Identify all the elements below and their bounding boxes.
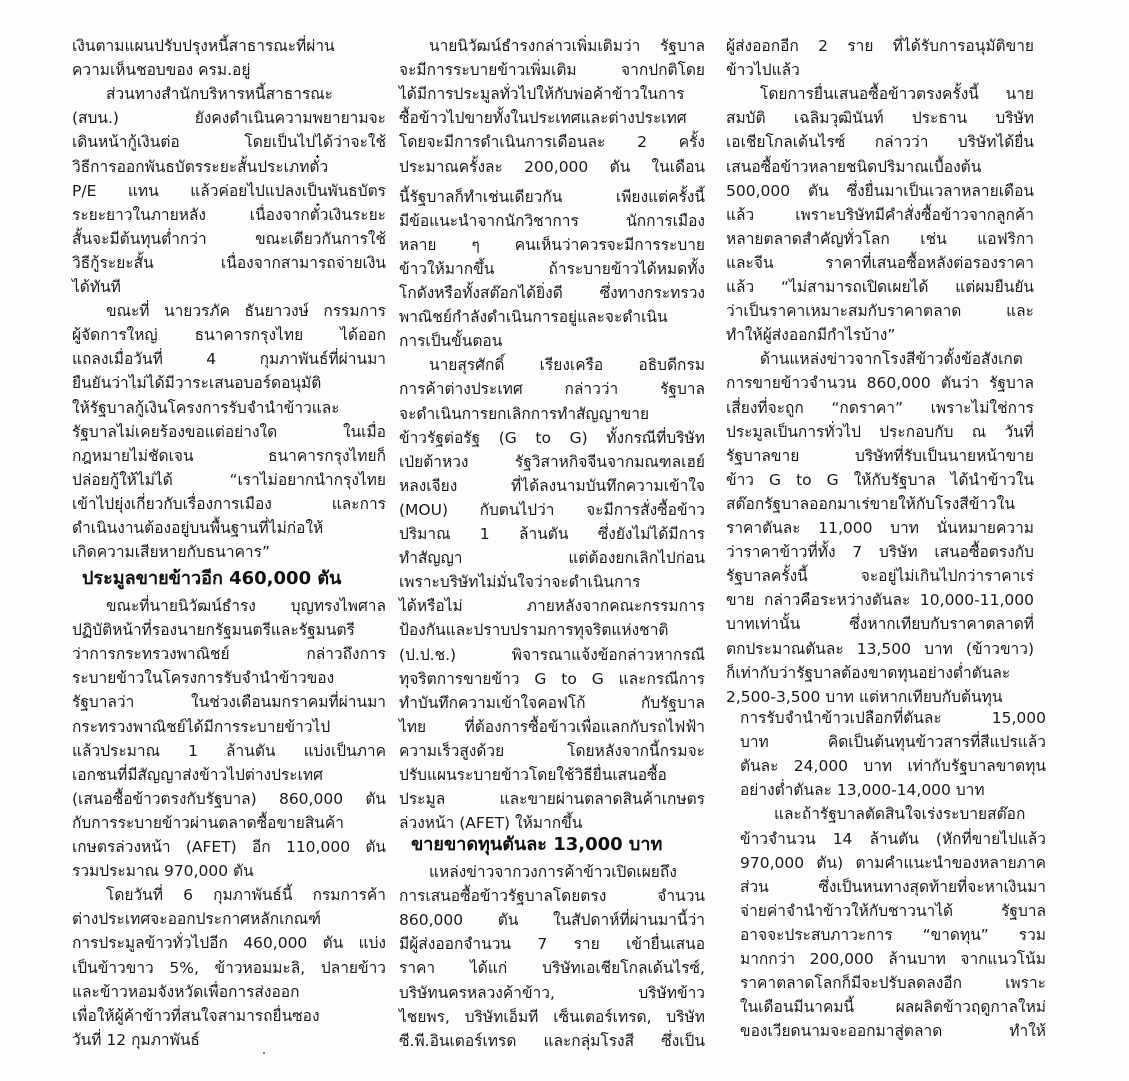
text-line: ในเดือนมีนาคมนี้ ผลผลิตข้าวฤดูกาลใหม่ — [740, 998, 1046, 1016]
text-line: (ป.ป.ช.) พิจารณาแจ้งข้อกล่าวหากรณี — [399, 646, 705, 664]
text-line: ข้าวให้มากขึ้น ถ้าระบายข้าวได้หมดทั้ง — [399, 260, 705, 278]
text-line: ข้าว G to G ให้กับรัฐบาล ได้นำข้าวใน — [726, 471, 1034, 489]
text-line: ปฏิบัติหน้าที่รองนายกรัฐมนตรีและรัฐมนตรี — [72, 621, 355, 639]
text-line: ได้มีการประมูลทั่วไปให้กับพ่อค้าข้าวในการ — [399, 85, 685, 103]
text-line: แล้วประมาณ 1 ล้านตัน แบ่งเป็นภาค — [72, 742, 386, 760]
text-line: ทำสัญญา แต่ต้องยกเลิกไปก่อน — [399, 549, 705, 567]
text-line: รัฐบาลว่า ในช่วงเดือนมกราคมที่ผ่านมา — [72, 693, 386, 711]
text-line: อาจจะประสบภาวะการ “ขาดทุน” รวม — [740, 926, 1046, 944]
text-line: P/E แทน แล้วค่อยไปแปลงเป็นพันธบัตร — [72, 182, 386, 200]
text-line: สมบัติ เฉลิมวุฒินันท์ ประธาน บริษัท — [726, 109, 1034, 127]
text-line: ข้าวจำนวน 14 ล้านตัน (หักที่ขายไปแล้ว — [740, 830, 1046, 848]
text-line: แล้ว “ไม่สามารถเปิดเผยได้ แต่ผมยืนยัน — [726, 278, 1034, 296]
text-line: มากกว่า 200,000 ล้านบาท จากแนวโน้ม — [740, 950, 1046, 968]
text-line: เสี่ยงที่จะถูก “กดราคา” เพราะไม่ใช่การ — [726, 399, 1034, 417]
text-line: ล่วงหน้า (AFET) ให้มากขึ้น — [399, 814, 583, 832]
text-line: การประมูลข้าวทั่วไปอีก 460,000 ตัน แบ่ง — [72, 934, 386, 952]
text-line: ซื้อข้าวไปขายทั้งในประเทศและต่างประเทศ — [399, 109, 687, 127]
text-line: นี้รัฐบาลก็ทำเช่นเดียวกัน เพียงแต่ครั้งนี้ — [399, 188, 705, 206]
text-line: บาทเท่านั้น ซึ่งหากเทียบกับราคาตลาดที่ — [726, 615, 1034, 633]
text-line: แถลงเมื่อวันที่ 4 กุมภาพันธ์ที่ผ่านมา — [72, 350, 386, 368]
text-line: ปริมาณ 1 ล้านตัน ซึ่งยังไม่ได้มีการ — [399, 525, 705, 543]
text-line: หลงเจียง ที่ได้ลงนามบันทึกความเข้าใจ — [399, 477, 705, 495]
text-line: จะมีการระบายข้าวเพิ่มเติม จากปกติโดย — [399, 61, 705, 79]
text-line: สั้นจะมีต้นทุนต่ำกว่า ขณะเดียวกันการใช้ — [72, 230, 386, 248]
text-line: รัฐบาลไม่เคยร้องขอแต่อย่างใด ในเมื่อ — [72, 423, 386, 441]
text-line: ส่วนทางสำนักบริหารหนี้สาธารณะ — [106, 85, 333, 103]
text-line: เอเชียโกลเด้นไรซ์ กล่าวว่า บริษัทได้ยื่น — [726, 133, 1034, 151]
text-line: ราคาตันละ 11,000 บาท นั่นหมายความ — [726, 519, 1034, 537]
text-line: ได้ทันที — [72, 278, 121, 296]
text-line: 500,000 ตัน ซึ่งยื่นมาเป็นเวลาหลายเดือน — [726, 182, 1034, 200]
text-line: ตันละ 24,000 บาท เท่ากับรัฐบาลขาดทุน — [740, 757, 1046, 775]
text-line: ซี.พี.อินเตอร์เทรด และกลุ่มโรงสี ซึ่งเป็น — [399, 1032, 705, 1050]
text-line: การค้าต่างประเทศ กล่าวว่า รัฐบาล — [399, 380, 705, 398]
text-line: พาณิชย์กำลังดำเนินการอยู่และจะดำเนิน — [399, 308, 668, 326]
text-line: ข้าวรัฐต่อรัฐ (G to G) ทั้งกรณีที่บริษัท — [399, 429, 705, 447]
text-line: ของเวียดนามจะออกมาสู่ตลาด ทำให้ — [740, 1022, 1046, 1040]
text-line: ก็เท่ากับว่ารัฐบาลต้องขาดทุนอย่างต่ำตันละ — [726, 664, 1011, 682]
text-line: การรับจำนำข้าวเปลือกที่ตันละ 15,000 — [740, 709, 1046, 727]
text-line: โดยการยื่นเสนอซื้อข้าวตรงครั้งนี้ นาย — [760, 85, 1034, 103]
text-line: ส่วน ซึ่งเป็นหนทางสุดท้ายที่จะหาเงินมา — [740, 878, 1046, 896]
text-line: ไชยพร, บริษัทเอ็มที เซ็นเตอร์เทรด, บริษัท — [399, 1008, 705, 1026]
text-line: โดยวันที่ 6 กุมภาพันธ์นี้ กรมการค้า — [106, 886, 386, 904]
text-line: ข้าวไปแล้ว — [726, 61, 800, 79]
text-line: ขณะที่ นายวรภัค ธันยาวงษ์ กรรมการ — [106, 302, 386, 320]
text-line: ราคาตลาดโลกก็มีจะปรับลดลงอีก เพราะ — [740, 974, 1046, 992]
text-line: ความเร็วสูงด้วย โดยหลังจากนี้กรมจะ — [399, 742, 705, 760]
text-line: ผู้จัดการใหญ่ ธนาคารกรุงไทย ได้ออก — [72, 326, 386, 344]
text-line: เป่ยต้าหวง รัฐวิสาหกิจจีนจากมณฑลเฮย์ — [399, 453, 705, 471]
section-heading: ประมูลขายข้าวอีก 460,000 ตัน — [82, 568, 342, 589]
text-line: ไทย ที่ต้องการซื้อข้าวเพื่อแลกกับรถไฟฟ้า — [399, 718, 705, 736]
text-line: แล้ว เพราะบริษัทมีคำสั่งซื้อข้าวจากลูกค้า — [726, 206, 1034, 224]
text-line: โดยจะมีการดำเนินการเดือนละ 2 ครั้ง — [399, 133, 705, 151]
text-line: เป็นข้าวขาว 5%, ข้าวหอมมะลิ, ปลายข้าว — [72, 959, 386, 977]
text-line: ความเห็นชอบของ ครม.อยู่ — [72, 61, 251, 79]
text-line: นายสุรศักดิ์ เรียงเครือ อธิบดีกรม — [429, 356, 705, 374]
text-line: ได้หรือไม่ ภายหลังจากคณะกรรมการ — [399, 597, 705, 615]
text-line: (MOU) กับตนไปว่า จะมีการสั่งซื้อข้าว — [399, 501, 705, 519]
text-line: วันที่ 12 กุมภาพันธ์ — [72, 1031, 200, 1049]
text-line: ทำบันทึกความเข้าใจคอฟโก้ กับรัฐบาล — [399, 694, 705, 712]
text-line: และข้าวหอมจังหวัดเพื่อการส่งออก — [72, 983, 300, 1001]
text-line: บาท คิดเป็นต้นทุนข้าวสารที่สีแปรแล้ว — [740, 733, 1046, 751]
text-line: เงินตามแผนปรับปรุงหนี้สาธารณะที่ผ่าน — [72, 37, 335, 55]
text-line: จะดำเนินการยกเลิกการทำสัญญาขาย — [399, 405, 650, 423]
text-line: ว่าการกระทรวงพาณิชย์ กล่าวถึงการ — [72, 645, 386, 663]
text-line: มีข้อแนะนำจากนักวิชาการ นักการเมือง — [399, 212, 705, 230]
text-line: หลายตลาดสำคัญทั่วโลก เช่น แอฟริกา — [726, 230, 1034, 248]
text-line: นายนิวัฒน์ธำรงกล่าวเพิ่มเติมว่า รัฐบาล — [429, 37, 705, 55]
text-line: เอกชนที่มีสัญญาส่งข้าวไปต่างประเทศ — [72, 766, 323, 784]
text-line: ปล่อยกู้ให้ไม่ได้ “เราไม่อยากนำกรุงไทย — [72, 471, 386, 489]
text-line: 2,500-3,500 บาท แต่หากเทียบกับต้นทุน — [726, 688, 1003, 706]
text-line: ขาย กล่าวคือระหว่างตันละ 10,000-11,000 — [726, 591, 1034, 609]
text-line: ให้รัฐบาลกู้เงินโครงการรับจำนำข้าวและ — [72, 399, 340, 417]
text-line: อย่างต่ำตันละ 13,000-14,000 บาท — [740, 781, 985, 799]
text-line: แหล่งข่าวจากวงการค้าข้าวเปิดเผยถึง — [429, 863, 677, 881]
text-line: หลาย ๆ คนเห็นว่าควรจะมีการระบาย — [399, 236, 705, 254]
text-line: เสนอซื้อข้าวหลายชนิดปริมาณเบื้องต้น — [726, 158, 982, 176]
text-line: เกษตรล่วงหน้า (AFET) อีก 110,000 ตัน — [72, 838, 386, 856]
text-line: ปรับแผนระบายข้าวโดยใช้วิธียื่นเสนอซื้อ — [399, 766, 667, 784]
text-line: รวมประมาณ 970,000 ตัน — [72, 862, 254, 880]
text-line: วิธีกู้ระยะสั้น เนื่องจากสามารถจ่ายเงิน — [72, 254, 386, 272]
text-line: ว่าเป็นราคาเหมาะสมกับราคาตลาด และ — [726, 302, 1034, 320]
text-line: ราคา ได้แก่ บริษัทเอเชียโกลเด้นไรซ์, — [399, 959, 705, 977]
text-line: เข้าไปยุ่งเกี่ยวกับเรื่องการเมือง และการ — [72, 495, 386, 513]
text-line: ทุจริตการขายข้าว G to G และกรณีการ — [399, 670, 705, 688]
text-line: กฎหมายไม่ชัดเจน ธนาคารกรุงไทยก็ — [72, 447, 386, 465]
text-line: ว่าราคาข้าวที่ทั้ง 7 บริษัท เสนอซื้อตรงกับ — [726, 543, 1034, 561]
text-line: กระทรวงพาณิชย์ได้มีการระบายข้าวไป — [72, 718, 331, 736]
text-line: รัฐบาลขาย บริษัทที่รับเป็นนายหน้าขาย — [726, 447, 1034, 465]
text-line: เพราะบริษัทไม่มั่นใจว่าจะดำเนินการ — [399, 573, 641, 591]
text-line: 860,000 ตัน ในสัปดาห์ที่ผ่านมานี้ว่า — [399, 911, 705, 929]
text-line: โกดังหรือทั้งสต๊อกได้ยิ่งดี ซึ่งทางกระทรวง — [399, 284, 705, 302]
text-line: มีผู้ส่งออกจำนวน 7 ราย เข้ายื่นเสนอ — [399, 935, 705, 953]
text-line: บริษัทนครหลวงค้าข้าว, บริษัทข้าว — [399, 984, 705, 1002]
text-line: กับการระบายข้าวผ่านตลาดซื้อขายสินค้า — [72, 814, 344, 832]
text-line: เกิดความเสียหายกับธนาคาร” — [72, 543, 270, 561]
text-line: ด้านแหล่งข่าวจากโรงสีข้าวตั้งข้อสังเกต — [760, 350, 1023, 368]
text-line: จ่ายค่าจำนำข้าวให้กับชาวนาได้ รัฐบาล — [740, 902, 1046, 920]
text-line: ประมูล และขายผ่านตลาดสินค้าเกษตร — [399, 790, 705, 808]
text-line: ตกประมาณตันละ 13,500 บาท (ข้าวขาว) — [726, 640, 1034, 658]
text-line: วิธีการออกพันธบัตรระยะสั้นประเภทตั๋ว — [72, 158, 329, 176]
scan-speck — [263, 1052, 265, 1054]
text-line: การเป็นขั้นตอน — [399, 332, 503, 350]
text-line: 970,000 ตัน) ตามคำแนะนำของหลายภาค — [740, 854, 1046, 872]
text-line: ขณะที่นายนิวัฒน์ธำรง บุญทรงไพศาล — [106, 597, 386, 615]
text-line: ระยะยาวในภายหลัง เนื่องจากตั๋วเงินระยะ — [72, 206, 386, 224]
text-line: ประมาณครั้งละ 200,000 ตัน ในเดือน — [399, 158, 705, 176]
text-line: ประมูลเป็นการทั่วไป ประกอบกับ ณ วันที่ — [726, 423, 1034, 441]
text-line: (สบน.) ยังคงดำเนินความพยายามจะ — [72, 109, 386, 127]
text-line: การเสนอซื้อข้าวรัฐบาลโดยตรง จำนวน — [399, 887, 705, 905]
text-line: ป้องกันและปราบปรามการทุจริตแห่งชาติ — [399, 621, 669, 639]
text-line: (เสนอซื้อข้าวตรงกับรัฐบาล) 860,000 ตัน — [72, 790, 386, 808]
text-line: ยืนยันว่าไม่ได้มีวาระเสนอบอร์ดอนุมัติ — [72, 374, 322, 392]
text-line: ดำเนินงานต้องอยู่บนพื้นฐานที่ไม่ก่อให้ — [72, 519, 324, 537]
text-line: และจีน ราคาที่เสนอซื้อหลังต่อรองราคา — [726, 254, 1034, 272]
text-line: เดินหน้ากู้เงินต่อ โดยเป็นไปได้ว่าจะใช้ — [72, 133, 386, 151]
text-line: ทำให้ผู้ส่งออกมีกำไรบ้าง” — [726, 326, 896, 344]
text-line: ผู้ส่งออกอีก 2 ราย ที่ได้รับการอนุมัติขาย — [726, 37, 1034, 55]
text-line: และถ้ารัฐบาลตัดสินใจเร่งระบายสต๊อก — [774, 805, 1026, 823]
text-line: การขายข้าวจำนวน 860,000 ตันว่า รัฐบาล — [726, 374, 1034, 392]
section-heading: ขายขาดทุนตันละ 13,000 บาท — [411, 834, 663, 855]
text-line: เพื่อให้ผู้ค้าข้าวที่สนใจสามารถยื่นซอง — [72, 1007, 320, 1025]
text-line: ต่างประเทศจะออกประกาศหลักเกณฑ์ — [72, 910, 322, 928]
text-line: รัฐบาลครั้งนี้ จะอยู่ไม่เกินไปกว่าราคาเร่ — [726, 567, 1034, 585]
text-line: สต๊อกรัฐบาลออกมาเร่ขายให้กับโรงสีข้าวใน — [726, 495, 1015, 513]
text-line: ระบายข้าวในโครงการรับจำนำข้าวของ — [72, 669, 335, 687]
